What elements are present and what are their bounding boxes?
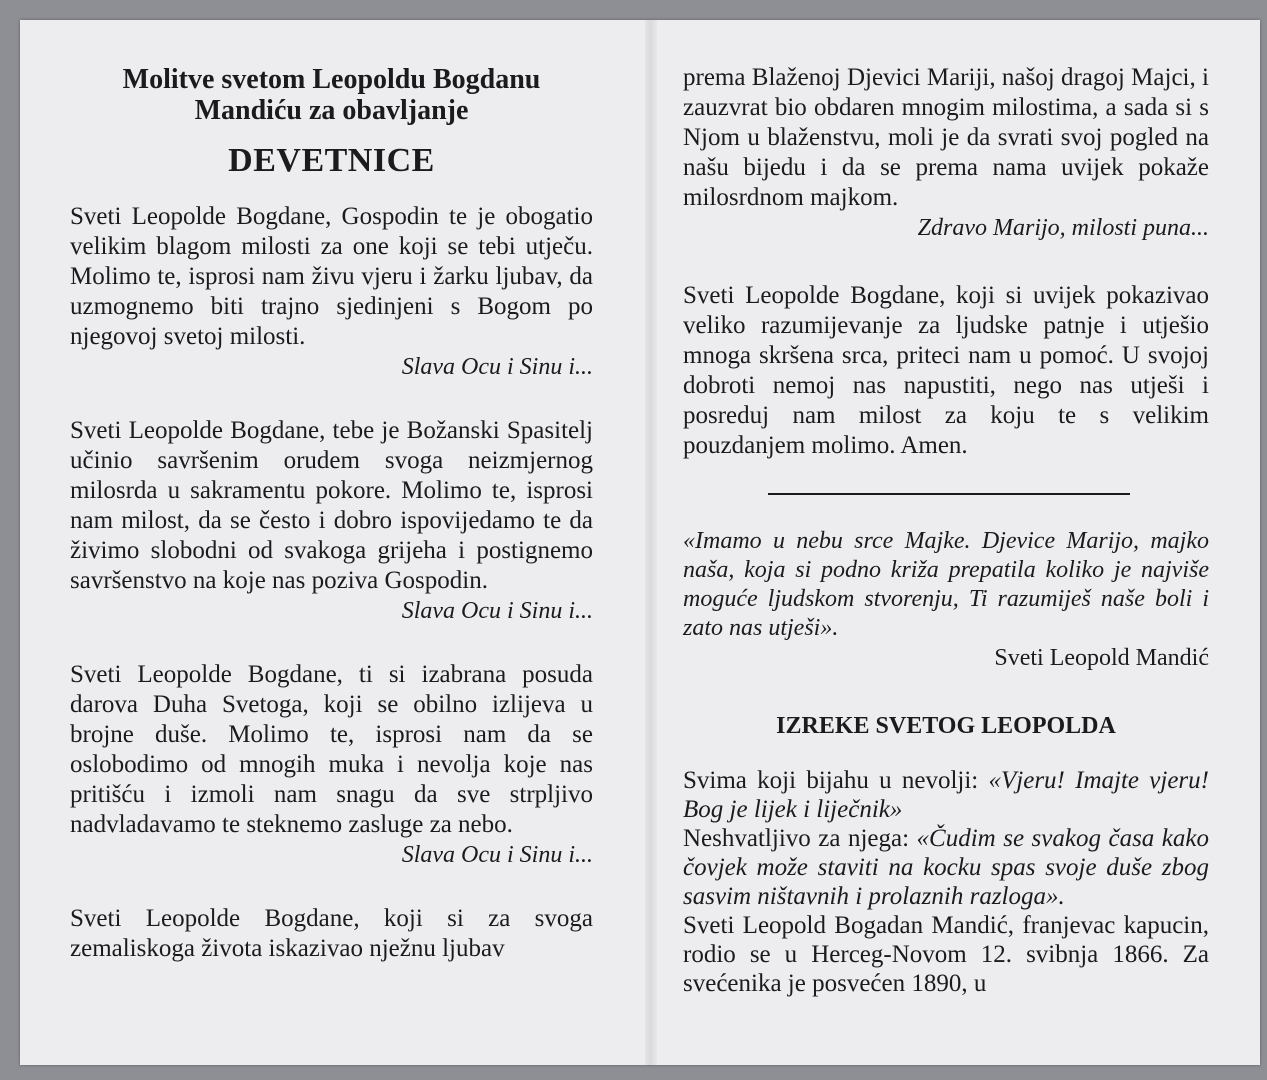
prayer-4: Sveti Leopolde Bogdane, koji si za svoga zemaliskoga života iskazivao nježnu ljubav: [70, 905, 593, 962]
prayer-2-closing: Slava Ocu i Sinu i...: [401, 598, 593, 624]
saying-2-quote: «Čudim se svakog časa kako čovjek može staviti na kocku spas svoje duše zbog sasvim ništavnih i prolaznih razloga».: [683, 825, 1209, 910]
prayer-4-continuation: prema Blaženoj Djevici Mariji, našoj dragoj Majci, i zauzvrat bio obdaren mnogim milostima, a sada si s Njom u blaženstvu, moli je da svrati svoj pogled na našu bijedu i da se prema nama uvijek pokaže milosrdnom majkom.: [683, 64, 1209, 211]
prayer-2: Sveti Leopolde Bogdane, tebe je Božanski Spasitelj učinio savršenim orudem svoga neizmjernog milosrda u sakramentu pokore. Molimo te, isprosi nam milost, da se često i dobro ispovijedamo te da živimo slobodni od svakoga grijeha i postignemo savršenstvo na koje nas poziva Gospodin.: [70, 417, 593, 594]
quote-author: Sveti Leopold Mandić: [994, 645, 1209, 671]
saying-2-intro: Neshvatljivo za njega:: [683, 825, 917, 852]
prayer-1-closing: Slava Ocu i Sinu i...: [401, 354, 593, 380]
saying-1-intro: Svima koji bijahu u nevolji:: [683, 767, 989, 794]
biography: Sveti Leopold Bogadan Mandić, franjevac kapucin, rodio se u Herceg-Novom 12. svibnja 1866. Za svećenika je posvećen 1890, u: [683, 912, 1209, 997]
title-line-2: Mandiću za obavljanje: [194, 95, 469, 126]
divider: [768, 493, 1130, 495]
card-fold: [645, 20, 657, 1065]
prayer-card: [20, 20, 1260, 1065]
saying-2: [683, 824, 1209, 911]
right-page: [683, 20, 1209, 998]
title-line-1: Molitve svetom Leopoldu Bogdanu: [122, 64, 541, 95]
main-title: DEVETNICE: [228, 142, 435, 179]
left-page: [70, 20, 593, 964]
saint-quote: «Imamo u nebu srce Majke. Djevice Marijo, majko naša, koja si podno križa prepatila koliko je najviše moguće ljudskom stvorenju, Ti razumiješ naše boli i zato nas utješi».: [683, 528, 1209, 641]
saying-1-quote: «Vjeru! Imajte vjeru! Bog je lijek i liječnik»: [683, 767, 1209, 823]
sayings-block: [683, 766, 1209, 998]
page-title: [70, 64, 593, 126]
prayer-3: Sveti Leopolde Bogdane, ti si izabrana posuda darova Duha Svetoga, koji se obilno izlijeva u brojne duše. Molimo te, isprosi nam da se oslobodimo od mnogih muka i nevolja koje nas pritišću i izmoli nam snagu da sve strpljivo nadvladavamo te steknemo zasluge za nebo.: [70, 661, 593, 838]
prayer-3-closing: Slava Ocu i Sinu i...: [401, 842, 593, 868]
prayer-1: Sveti Leopolde Bogdane, Gospodin te je obogatio velikim blagom milosti za one koji se tebi utječu. Molimo te, isprosi nam živu vjeru i žarku ljubav, da uzmognemo biti trajno sjedinjeni s Bogom po njegovoj svetoj milosti.: [70, 203, 593, 350]
prayer-4-closing: Zdravo Marijo, milosti puna...: [917, 215, 1209, 241]
prayer-5: Sveti Leopolde Bogdane, koji si uvijek pokazivao veliko razumijevanje za ljudske patnje i utješio mnoga skršena srca, priteci nam u pomoć. U svojoj dobroti nemoj nas napustiti, nego nas utješi i posreduj nam milost za koju te s velikim pouzdanjem molimo. Amen.: [683, 282, 1209, 459]
sayings-title: IZREKE SVETOG LEOPOLDA: [776, 713, 1116, 739]
saying-1: [683, 766, 1209, 824]
